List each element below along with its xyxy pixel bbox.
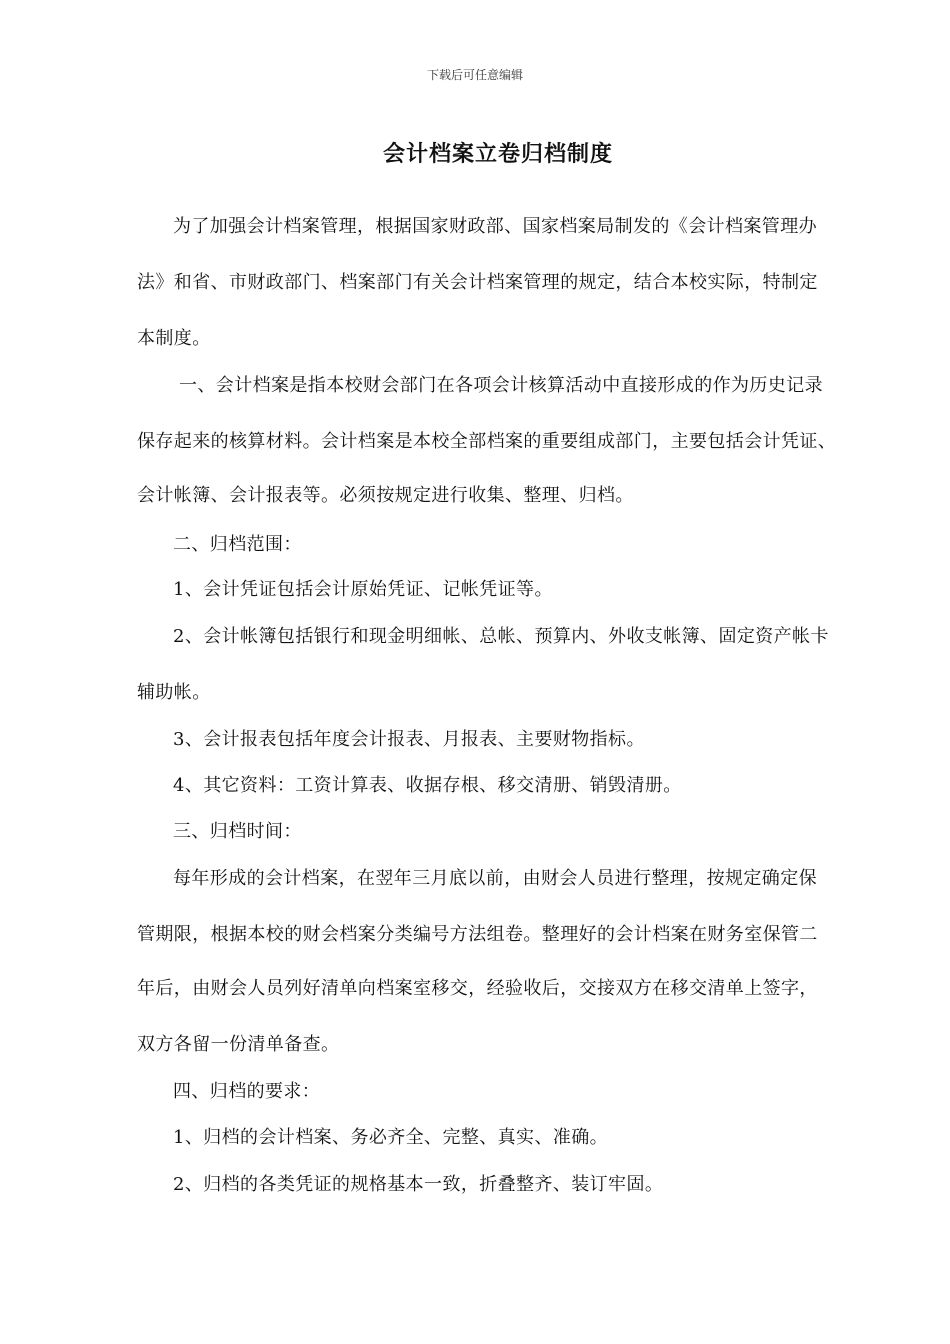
section-heading: 二、归档范围： <box>173 534 302 555</box>
list-item: 2、归档的各类凭证的规格基本一致，折叠整齐、装订牢固。 <box>173 1174 664 1195</box>
section-heading: 三、归档时间： <box>173 821 302 842</box>
paragraph-line: 每年形成的会计档案，在翌年三月底以前，由财会人员进行整理，按规定确定保 <box>173 868 817 889</box>
paragraph-line: 年后，由财会人员列好清单向档案室移交，经验收后，交接双方在移交清单上签字， <box>137 978 818 999</box>
document-title: 会计档案立卷归档制度 <box>382 142 613 167</box>
list-item: 2、会计帐簿包括银行和现金明细帐、总帐、预算内、外收支帐簿、固定资产帐卡 <box>173 626 829 647</box>
paragraph-line: 一、会计档案是指本校财会部门在各项会计核算活动中直接形成的作为历史记录 <box>179 375 823 396</box>
paragraph-line: 为了加强会计档案管理，根据国家财政部、国家档案局制发的《会计档案管理办 <box>173 216 817 237</box>
paragraph-line: 管期限，根据本校的财会档案分类编号方法组卷。整理好的会计档案在财务室保管二 <box>137 924 818 945</box>
list-item: 1、归档的会计档案、务必齐全、完整、真实、准确。 <box>173 1127 609 1148</box>
list-item: 3、会计报表包括年度会计报表、月报表、主要财物指标。 <box>173 729 645 750</box>
section-heading: 四、归档的要求： <box>173 1081 321 1102</box>
paragraph-line: 会计帐簿、会计报表等。必须按规定进行收集、整理、归档。 <box>137 485 634 506</box>
header-note: 下载后可任意编辑 <box>426 68 523 82</box>
paragraph-line: 双方各留一份清单备查。 <box>137 1034 340 1055</box>
paragraph-line: 保存起来的核算材料。会计档案是本校全部档案的重要组成部门，主要包括会计凭证、 <box>137 431 837 452</box>
paragraph-line: 本制度。 <box>137 328 211 349</box>
paragraph-line: 法》和省、市财政部门、档案部门有关会计档案管理的规定，结合本校实际，特制定 <box>137 272 818 293</box>
list-item-continuation: 辅助帐。 <box>137 682 211 703</box>
list-item: 1、会计凭证包括会计原始凭证、记帐凭证等。 <box>173 579 553 600</box>
list-item: 4、其它资料：工资计算表、收据存根、移交清册、销毁清册。 <box>173 775 682 796</box>
